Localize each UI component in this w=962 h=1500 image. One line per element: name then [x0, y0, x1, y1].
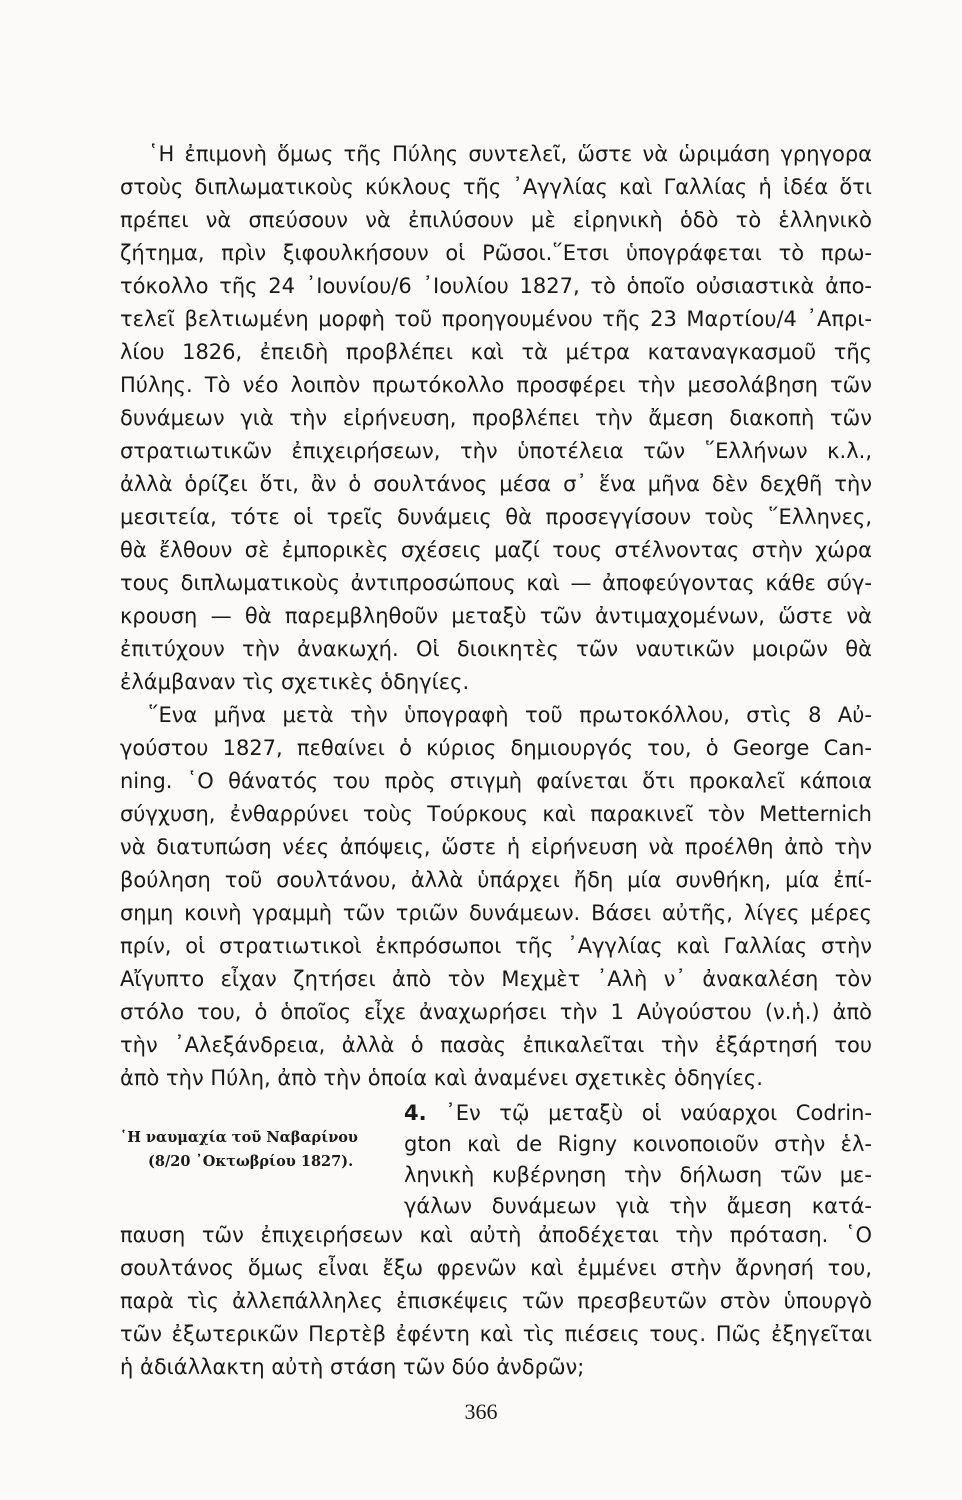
text-line: γάλων δυνάμεων γιὰ τὴν ἄμεση κατά-	[404, 1194, 872, 1218]
text-line: στρατιωτικῶν ἐπιχειρήσεων, τὴν ὑποτέλεια τῶν ῞Ελλήνων κ.λ.,	[120, 439, 872, 463]
text-line: σουλτάνος ὅμως εἶναι ἔξω φρενῶν καὶ ἐμμένει στὴν ἄρνησή του,	[120, 1256, 872, 1280]
text-line: μεσιτεία, τότε οἱ τρεῖς δυνάμεις θὰ προσεγγίσουν τοὺς ῞Ελληνες,	[120, 505, 872, 529]
text-line: ἀλλὰ ὁρίζει ὅτι, ἂν ὁ σουλτάνος μέσα σ᾿ ἕνα μῆνα δὲν δεχθῆ τὴν	[120, 472, 872, 496]
text-line: τῶν ἐξωτερικῶν Περτὲβ ἐφέντη καὶ τὶς πιέσεις τους. Πῶς ἐξηγεῖται	[120, 1322, 872, 1346]
section-4-heading	[120, 1126, 388, 1174]
text-line: στόλο του, ὁ ὁποῖος εἶχε ἀναχωρήσει τὴν 1 Αὐγούστου (ν.ἡ.) ἀπὸ	[120, 1000, 872, 1024]
text-line: ning. ῾Ο θάνατός του πρὸς στιγμὴ φαίνεται ὅτι προκαλεῖ κάποια	[120, 769, 872, 793]
text-line: νὰ διατυπώση νέες ἀπόψεις, ὥστε ἡ εἰρήνευση νὰ προέλθη ἀπὸ τὴν	[120, 835, 872, 859]
page-number: 366	[464, 1399, 498, 1424]
text-line: θὰ ἔλθουν σὲ ἐμπορικὲς σχέσεις μαζί τους στέλνοντας στὴν χώρα	[120, 538, 872, 562]
text-line: τόκολλο τῆς 24 ᾿Ιουνίου/6 ᾿Ιουλίου 1827, τὸ ὁποῖο οὐσιαστικὰ ἀπο-	[120, 274, 872, 298]
text-line: παρὰ τὶς ἀλλεπάλληλες ἐπισκέψεις τῶν πρεσβευτῶν στὸν ὑπουργὸ	[120, 1289, 872, 1313]
text-line: ληνικὴ κυβέρνηση τὴν δήλωση τῶν με-	[404, 1163, 872, 1187]
text-line: τὴν ᾿Αλεξάνδρεια, ἀλλὰ ὁ πασὰς ἐπικαλεῖται τὴν ἐξάρτησή του	[120, 1033, 872, 1057]
text-line: στοὺς διπλωματικοὺς κύκλους τῆς ᾿Αγγλίας καὶ Γαλλίας ἡ ἰδέα ὅτι	[120, 175, 872, 199]
text-line: gton καὶ de Rigny κοινοποιοῦν στὴν ἑλ-	[404, 1132, 872, 1156]
text-line: σημη κοινὴ γραμμὴ τῶν τριῶν δυνάμεων. Βάσει αὐτῆς, λίγες μέρες	[120, 901, 872, 925]
text-line: ῞Ενα μῆνα μετὰ τὴν ὑπογραφὴ τοῦ πρωτοκόλλου, στὶς 8 Αὐ-	[148, 703, 872, 727]
text-line: λίου 1826, ἐπειδὴ προβλέπει καὶ τὰ μέτρα καταναγκασμοῦ τῆς	[120, 340, 872, 364]
text-line: ἐπιτύχουν τὴν ἀνακωχή. Οἱ διοικητὲς τῶν ναυτικῶν μοιρῶν θὰ	[120, 637, 872, 661]
text-line: ζήτημα, πρὶν ξιφουλκήσουν οἱ Ρῶσοι.῞Ετσι ὑπογράφεται τὸ πρω-	[120, 241, 872, 265]
text-line: τελεῖ βελτιωμένη μορφὴ τοῦ προηγουμένου τῆς 23 Μαρτίου/4 ᾿Απρι-	[120, 307, 872, 331]
text-line: γούστου 1827, πεθαίνει ὁ κύριος δημιουργός του, ὁ George Can-	[120, 736, 872, 760]
text-line: βούληση τοῦ σουλτάνου, ἀλλὰ ὑπάρχει ἤδη μία συνθήκη, μία ἐπί-	[120, 868, 872, 892]
text-line: ἐλάμβαναν τὶς σχετικὲς ὁδηγίες.	[120, 670, 470, 694]
text-line-content: ᾿Εν τῷ μεταξὺ οἱ ναύαρχοι Codrin-	[445, 1101, 873, 1125]
text-line: δυνάμεων γιὰ τὴν εἰρήνευση, προβλέπει τὴν ἄμεση διακοπὴ τῶν	[120, 406, 872, 430]
section-number: 4.	[404, 1101, 427, 1125]
text-line: πρέπει νὰ σπεύσουν νὰ ἐπιλύσουν μὲ εἰρηνικὴ ὁδὸ τὸ ἑλληνικὸ	[120, 208, 872, 232]
text-line: σύγχυση, ἐνθαρρύνει τοὺς Τούρκους καὶ παρακινεῖ τὸν Metternich	[120, 802, 872, 826]
text-line: ἀπὸ τὴν Πύλη, ἀπὸ τὴν ὁποία καὶ ἀναμένει σχετικὲς ὁδηγίες.	[120, 1066, 763, 1090]
text-line: παυση τῶν ἐπιχειρήσεων καὶ αὐτὴ ἀποδέχεται τὴν πρόταση. ῾Ο	[120, 1223, 872, 1247]
text-line: ῾Η ἐπιμονὴ ὅμως τῆς Πύλης συντελεῖ, ὥστε νὰ ὡριμάση γρηγορα	[148, 142, 872, 166]
section-heading-title: ῾Η ναυμαχία τοῦ Ναβαρίνου	[120, 1129, 358, 1146]
text-line: Αἴγυπτο εἶχαν ζητήσει ἀπὸ τὸν Μεχμὲτ ᾿Αλὴ ν᾿ ἀνακαλέση τὸν	[120, 967, 872, 991]
text-line: κρουση — θὰ παρεμβληθοῦν μεταξὺ τῶν ἀντιμαχομένων, ὥστε νὰ	[120, 604, 872, 628]
section-heading-date: (8/20 ᾿Οκτωβρίου 1827).	[148, 1153, 354, 1170]
text-line: τους διπλωματικοὺς ἀντιπροσώπους καὶ — ἀποφεύγοντας κάθε σύγ-	[120, 571, 872, 595]
text-line	[404, 1098, 872, 1128]
text-line: Πύλης. Τὸ νέο λοιπὸν πρωτόκολλο προσφέρει τὴν μεσολάβηση τῶν	[120, 373, 872, 397]
text-line: ἡ ἀδιάλλακτη αὐτὴ στάση τῶν δύο ἀνδρῶν;	[120, 1355, 585, 1379]
text-line: πρίν, οἱ στρατιωτικοὶ ἐκπρόσωποι τῆς ᾿Αγγλίας καὶ Γαλλίας στὴν	[120, 934, 872, 958]
